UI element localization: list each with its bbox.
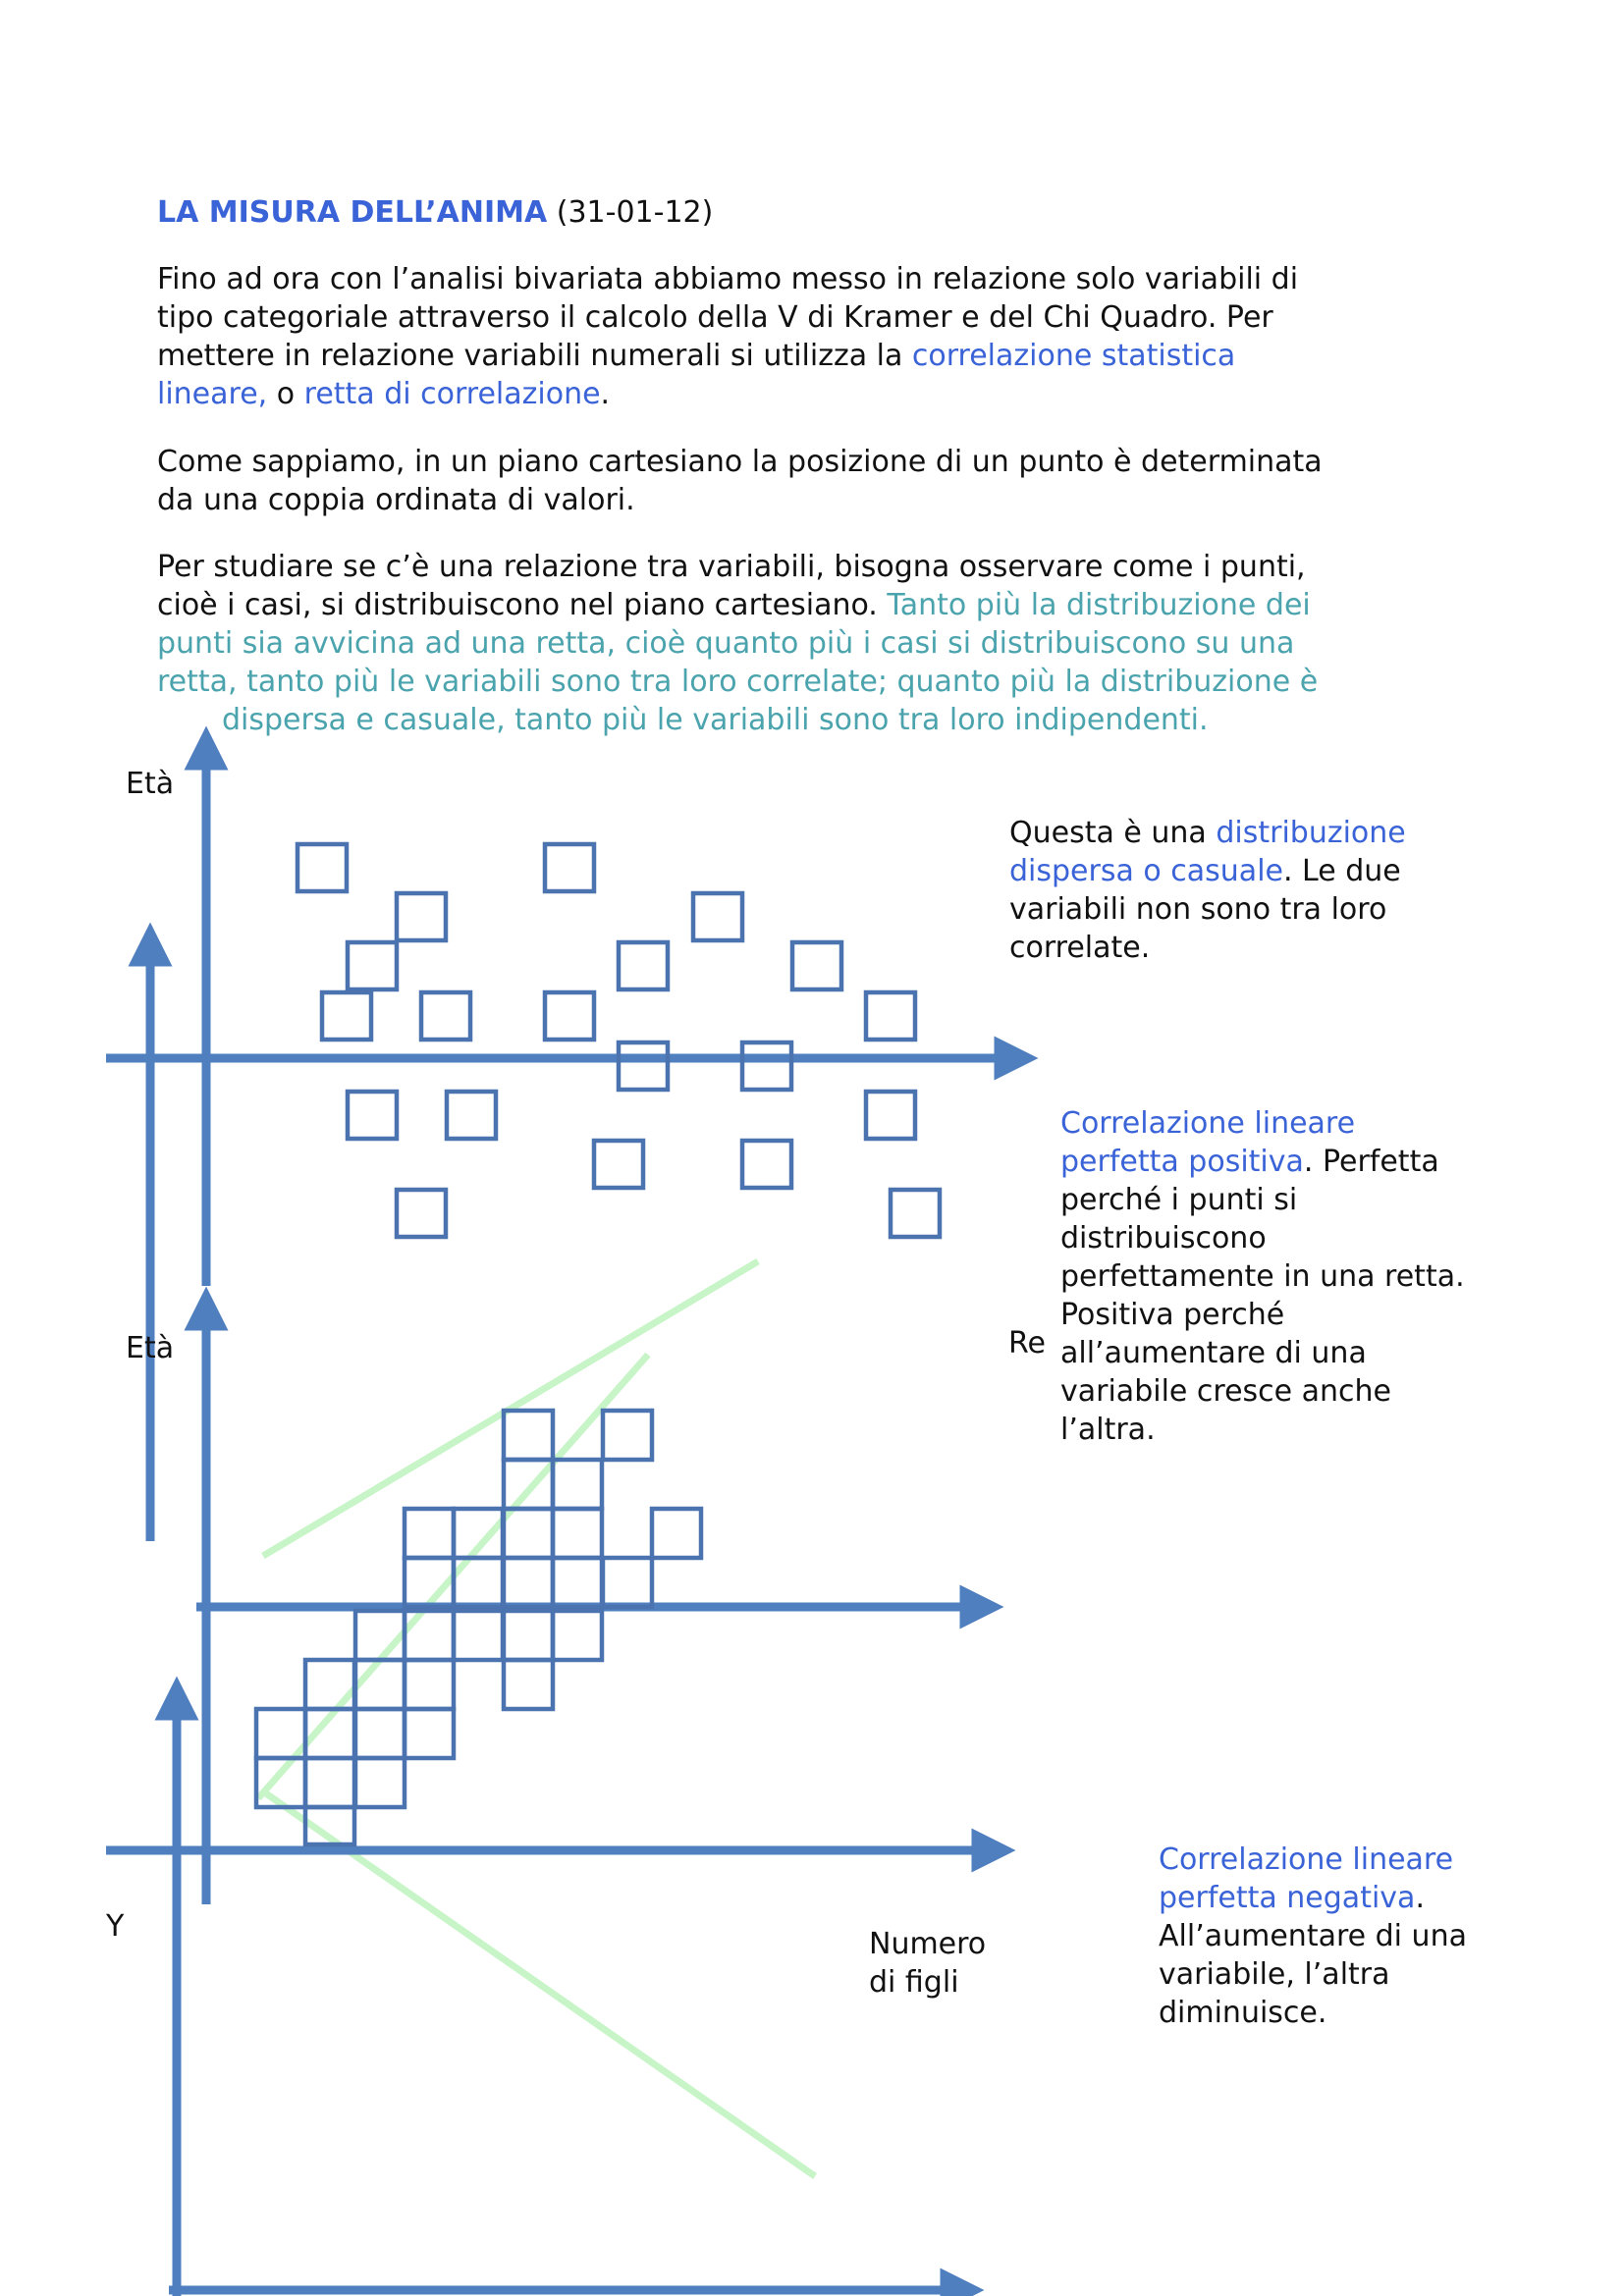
point-box [553,1611,602,1660]
point-box [355,1758,405,1807]
caption-positive-line-1 [1060,1104,1465,1143]
link-lineare[interactable]: lineare, [157,377,268,411]
caption-negative [1159,1841,1467,2032]
correlation-points [256,1411,701,1844]
point-box [397,1190,446,1237]
link-perfetta-negativa[interactable]: perfetta negativa [1159,1881,1416,1915]
point-box [405,1611,454,1660]
caption-dispersed-line-4: correlate. [1009,931,1151,965]
point-box [553,1509,602,1558]
point-box [742,1042,791,1090]
title-date: (31-01-12) [556,195,714,230]
caption-positive-line-5: perfettamente in una retta. [1060,1259,1465,1294]
title-text: LA MISURA DELL’ANIMA [157,195,548,230]
p3-line-2-teal: Tanto più la distribuzione dei [887,588,1311,622]
caption-dispersed [1009,814,1406,967]
point-box [504,1509,553,1558]
point-box [693,893,742,940]
caption-negative-line-1 [1159,1841,1467,1879]
point-box [619,1042,668,1090]
caption-dispersed-prefix: Questa è una [1009,816,1217,850]
axis-label-numero: Numero [869,1927,987,1961]
link-dispersa-o-casuale[interactable]: dispersa o casuale [1009,854,1283,888]
caption-negative-line-4: variabile, l’altra [1159,1957,1390,1992]
point-box [298,844,347,891]
dispersed-points [298,844,940,1237]
point-box [322,992,371,1040]
point-box [553,1460,602,1509]
point-box [405,1660,454,1709]
point-box [355,1709,405,1758]
point-box [866,1092,915,1139]
p3-line-2-text: cioè i casi, si distribuiscono nel piano cartesiano. [157,588,888,622]
point-box [742,1141,791,1188]
caption-positive-line-2-end: . Perfetta [1303,1145,1439,1179]
link-distribuzione[interactable]: distribuzione [1216,816,1406,850]
caption-positive-line-2 [1060,1143,1465,1181]
point-box [504,1411,553,1460]
axis-label-eta-1: Età [126,767,175,801]
point-box [652,1509,701,1558]
caption-dispersed-line-2 [1009,852,1406,890]
link-retta-di-correlazione[interactable]: retta di correlazione [303,377,601,411]
point-box [603,1411,652,1460]
point-box [619,942,668,989]
axis-label-di-figli: di figli [869,1965,959,2000]
p1-line-2: tipo categoriale attraverso il calcolo della V di Kramer e del Chi Quadro. Per [157,300,1273,335]
p2-line-2: da una coppia ordinata di valori. [157,483,635,517]
caption-negative-line-3: All’aumentare di una [1159,1919,1467,1953]
point-box [454,1611,503,1660]
point-box [504,1558,553,1607]
caption-positive [1060,1104,1465,1449]
caption-dispersed-line-1 [1009,814,1406,852]
caption-negative-line-2 [1159,1879,1467,1917]
point-box [397,893,446,940]
point-box [792,942,841,989]
p3-teal-line-1: punti sia avvicina ad una retta, cioè quanto più i casi si distribuiscono su una [157,626,1295,661]
point-box [405,1509,454,1558]
p2-line-1: Come sappiamo, in un piano cartesiano la posizione di un punto è determinata [157,445,1323,479]
point-box [405,1709,454,1758]
caption-positive-line-3: perché i punti si [1060,1183,1298,1217]
caption-dispersed-line-2-end: . Le due [1282,854,1401,888]
point-box [348,1092,397,1139]
link-correlazione-lineare-negativa[interactable]: Correlazione lineare [1159,1842,1454,1877]
caption-negative-line-2-end: . [1415,1881,1425,1915]
caption-negative-line-5: diminuisce. [1159,1996,1327,2030]
point-box [553,1558,602,1607]
p3-teal-line-3: dispersa e casuale, tanto più le variabili sono tra loro indipendenti. [222,703,1209,737]
point-box [545,844,594,891]
caption-positive-line-8: variabile cresce anche [1060,1374,1392,1409]
caption-positive-line-7: all’aumentare di una [1060,1336,1367,1370]
link-correlazione-lineare-positiva[interactable]: Correlazione lineare [1060,1106,1356,1141]
caption-positive-line-9: l’altra. [1060,1413,1156,1447]
point-box [348,942,397,989]
p1-line-4-period: . [600,377,611,411]
point-box [866,992,915,1040]
point-box [504,1660,553,1709]
axis-label-eta-2: Età [126,1331,175,1365]
caption-positive-line-6: Positiva perché [1060,1298,1285,1332]
link-perfetta-positiva[interactable]: perfetta positiva [1060,1145,1304,1179]
p1-line-4-o: o [267,377,304,411]
point-box [603,1558,652,1607]
point-box [504,1611,553,1660]
point-box [447,1092,496,1139]
link-correlazione-statistica[interactable]: correlazione statistica [911,339,1236,373]
point-box [305,1758,354,1807]
point-box [594,1141,643,1188]
p1-line-3-text: mettere in relazione variabili numerali si utilizza la [157,339,912,373]
caption-dispersed-line-3: variabili non sono tra loro [1009,892,1387,927]
axis-label-re: Re [1008,1326,1046,1361]
axis-label-y: Y [106,1909,125,1944]
p1-line-1: Fino ad ora con l’analisi bivariata abbiamo messo in relazione solo variabili di [157,262,1299,296]
point-box [545,992,594,1040]
point-box [421,992,470,1040]
point-box [891,1190,940,1237]
p3-line-1: Per studiare se c’è una relazione tra variabili, bisogna osservare come i punti, [157,550,1306,584]
caption-positive-line-4: distribuiscono [1060,1221,1267,1255]
p3-teal-line-2: retta, tanto più le variabili sono tra loro correlate; quanto più la distribuzione è [157,665,1319,699]
